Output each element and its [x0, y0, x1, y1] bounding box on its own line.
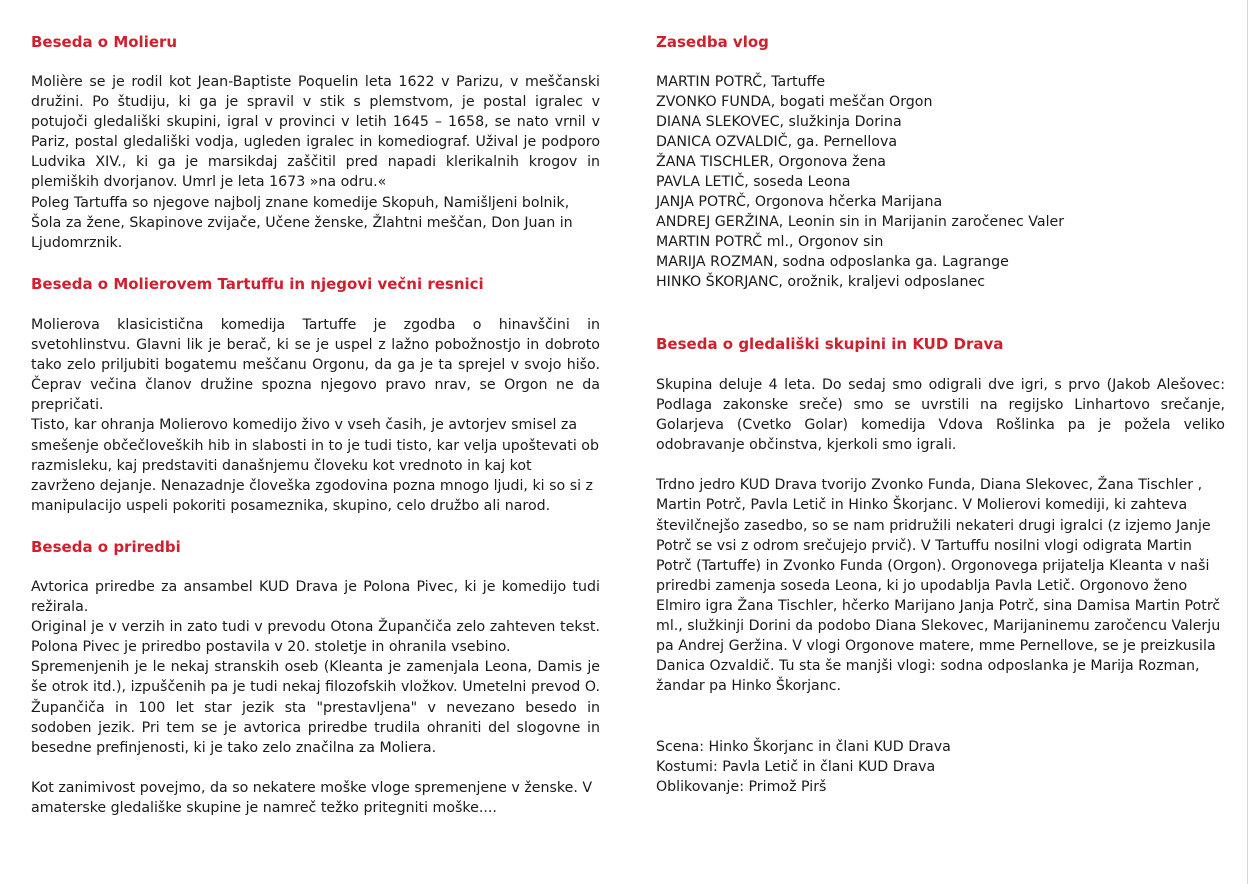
cast-item: MARTIN POTRČ ml., Orgonov sin [656, 234, 884, 250]
cast-item: ŽANA TISCHLER, Orgonova žena [656, 154, 886, 170]
cast-item: ANDREJ GERŽINA, Leonin sin in Marijanin zaročenec Valer [656, 214, 1065, 230]
credit-line: Scena: Hinko Škorjanc in člani KUD Drava [656, 739, 951, 755]
section-group [656, 375, 1225, 696]
paragraph: Molierova klasicistična komedija Tartuffe je zgodba o hinavščini in svetohlinstvu. Glavni lik je berač, ki se je uspel z lažno pobožnostjo in dobroto tako zelo priljubiti bogatemu meščanu Orgonu, da ga je ta sprejel v svojo hišo. Čeprav večina članov družine spozna njegovo pravo nrav, se Orgon ne da prepričati. [31, 317, 600, 414]
section-moliere [31, 72, 600, 253]
cast-item: DANICA OZVALDIČ, ga. Pernellova [656, 134, 898, 150]
cast-item: HINKO ŠKORJANC, orožnik, kraljevi odposlanec [656, 274, 986, 290]
credit-line: Kostumi: Pavla Letič in člani KUD Drava [656, 759, 936, 775]
cast-list [656, 72, 1064, 292]
paragraph: Molière se je rodil kot Jean-Baptiste Poquelin leta 1622 v Parizu, v meščanski družini. Po študiju, ki ga je spravil v stik s plemstvom, je postal igralec v potujoči gledališki skupini, igral v provinci v letih 1645 – 1658, se nato vrnil v Pariz, postal gledališki vodja, ugleden igralec in komediograf. Užival je podporo Ludvika XIV., ki ga je marsikdaj zaščitil pred napadi klerikalnih krogov in plemiških dvorjanov. Umrl je leta 1673 »na odru.« [31, 74, 600, 191]
cast-item: PAVLA LETIČ, soseda Leona [656, 174, 851, 190]
paragraph: Poleg Tartuffa so njegove najbolj znane komedije Skopuh, Namišljeni bolnik, Šola za žene, Skapinove zvijače, Učene ženske, Žlahtni meščan, Don Juan in Ljudomrznik. [31, 194, 573, 251]
paragraph: Avtorica priredbe za ansambel KUD Drava je Polona Pivec, ki je komedijo tudi režirala. [31, 579, 600, 616]
cast-item: MARIJA ROZMAN, sodna odposlanka ga. Lagrange [656, 254, 1009, 270]
heading-tartuffe: Beseda o Molierovem Tartuffu in njegovi večni resnici [31, 275, 484, 293]
page-edge [1247, 0, 1248, 884]
heading-priredba: Beseda o priredbi [31, 538, 181, 556]
credit-line: Oblikovanje: Primož Pirš [656, 779, 827, 795]
paragraph: Spremenjenih je le nekaj stranskih oseb (Kleanta je zamenjala Leona, Damis je še otrok itd.), izpuščenih pa je tudi nekaj filozofskih vložkov. Umetelni prevod O. Župančiča in 100 let star jezik sta "prestavljena" v nevezano besedo in sodoben jezik. Pri tem se je avtorica priredbe trudila ohraniti del slogovne in besedne prefinjenosti, ki je tako zelo značilna za Moliera. [31, 659, 600, 756]
section-tartuffe [31, 315, 600, 516]
paragraph: Skupina deluje 4 leta. Do sedaj smo odigrali dve igri, s prvo (Jakob Alešovec: Podlaga zakonske sreče) smo se uvrstili na regijsko Linhartovo srečanje, Golarjeva (Cvetko Golar) komedija Vdova Rošlinka pa je požela veliko odobravanje občinstva, kjerkoli smo igrali. [656, 377, 1225, 454]
cast-item: JANJA POTRČ, Orgonova hčerka Marijana [656, 194, 943, 210]
credits [656, 737, 951, 797]
paragraph: Trdno jedro KUD Drava tvorijo Zvonko Funda, Diana Slekovec, Žana Tischler , Martin Potrč, Pavla Letič in Hinko Škorjanc. V Molierovi komediji, ki zahteva številčnejšo zasedbo, so se nam pridružili nekateri drugi igralci (z izjemo Janje Potrč se vsi z odrom srečujejo prvič). V Tartuffu nosilni vlogi odigrata Martin Potrč (Tartuffe) in Zvonko Funda (Orgon). Orgonovega prijatelja Kleanta v naši priredbi zamenja soseda Leona, ki jo upodablja Pavla Letič. Orgonovo ženo Elmiro igra Žana Tischler, hčerko Marijano Janja Potrč, sina Damisa Martin Potrč ml., služkinji Dorini da podobo Diana Slekovec, Marijaninemu zaročencu Valerju pa Andrej Geržina. V vlogi Orgonove matere, mme Pernellove, se je preizkusila Danica Ozvaldič. Tu sta še manjši vlogi: sodna odposlanka je Marija Rozman, žandar pa Hinko Škorjanc. [656, 477, 1221, 695]
paragraph: Original je v verzih in zato tudi v prevodu Otona Župančiča zelo zahteven tekst. Polona Pivec je priredbo postavila v 20. stoletje in ohranila vsebino. [31, 619, 600, 656]
cast-item: DIANA SLEKOVEC, služkinja Dorina [656, 114, 902, 130]
paragraph: Kot zanimivost povejmo, da so nekatere moške vloge spremenjene v ženske. V amaterske gledališke skupine je namreč težko pritegniti moške.... [31, 779, 593, 816]
section-priredba [31, 577, 600, 818]
heading-group: Beseda o gledališki skupini in KUD Drava [656, 335, 1004, 353]
cast-item: ZVONKO FUNDA, bogati meščan Orgon [656, 94, 933, 110]
paragraph: Tisto, kar ohranja Molierovo komedijo živo v vseh časih, je avtorjev smisel za smešenje občečloveških hib in slabosti in to je tudi tisto, kar velja upoštevati ob razmisleku, kaj predstaviti današnjemu človeku kot vrednoto in kaj kot zavrženo dejanje. Nenazadnje človeška zgodovina pozna mnogo ljudi, ki so si z manipulacijo uspeli pokoriti posameznika, skupino, celo družbo ali narod. [31, 417, 599, 514]
heading-cast: Zasedba vlog [656, 33, 769, 51]
heading-moliere: Beseda o Molieru [31, 33, 178, 51]
cast-item: MARTIN POTRČ, Tartuffe [656, 74, 826, 90]
